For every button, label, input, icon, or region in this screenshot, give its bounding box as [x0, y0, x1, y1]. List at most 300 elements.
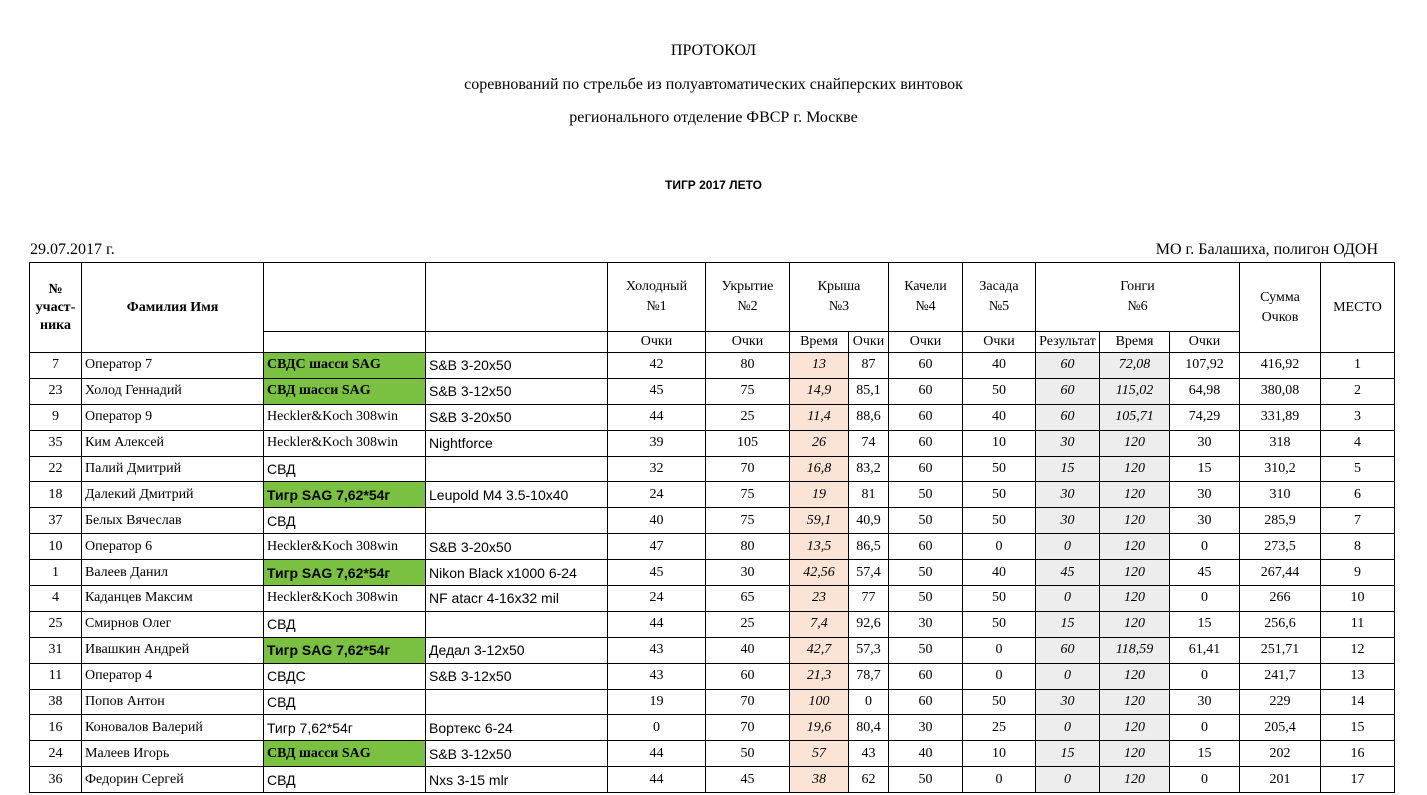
gong-result-cell: 30 [1036, 508, 1100, 534]
sub-header-ambush-points: Очки [963, 332, 1036, 353]
cover-points-cell: 30 [706, 560, 790, 586]
roof-points-cell: 88,6 [849, 404, 889, 430]
roof-points-cell: 40,9 [849, 508, 889, 534]
sub-header-gong-result: Результат [1036, 332, 1100, 353]
roof-time-cell: 13,5 [790, 534, 849, 560]
final-place-cell: 12 [1321, 637, 1395, 663]
competition-date: 29.07.2017 г. [30, 241, 115, 258]
cover-points-cell: 75 [706, 378, 790, 404]
final-place-cell: 16 [1321, 741, 1395, 767]
ambush-points-cell: 50 [963, 508, 1036, 534]
total-points-cell: 201 [1240, 767, 1321, 793]
table-row [30, 378, 1395, 404]
col-header-number: № участ-ника [30, 263, 82, 353]
swing-points-cell: 50 [889, 508, 963, 534]
cold-points-cell: 45 [608, 378, 706, 404]
ambush-points-cell: 40 [963, 404, 1036, 430]
scope-cell: S&B 3-12x50 [426, 741, 608, 767]
participant-number-cell: 7 [30, 353, 82, 379]
total-points-cell: 229 [1240, 689, 1321, 715]
total-points-cell: 202 [1240, 741, 1321, 767]
document-title: ПРОТОКОЛ [670, 42, 757, 59]
rifle-cell: Тигр SAG 7,62*54г [264, 482, 426, 508]
swing-points-cell: 50 [889, 637, 963, 663]
swing-points-cell: 60 [889, 534, 963, 560]
scope-cell: Вортекс 6-24 [426, 715, 608, 741]
scope-cell: NF atacr 4-16x32 mil [426, 586, 608, 612]
rifle-cell: СВД [264, 689, 426, 715]
participant-number-cell: 37 [30, 508, 82, 534]
gong-result-cell: 60 [1036, 637, 1100, 663]
roof-points-cell: 74 [849, 430, 889, 456]
roof-points-cell: 80,4 [849, 715, 889, 741]
final-place-cell: 14 [1321, 689, 1395, 715]
participant-number-cell: 18 [30, 482, 82, 508]
competition-place: МО г. Балашиха, полигон ОДОН [1155, 241, 1378, 258]
table-row [30, 404, 1395, 430]
rifle-cell: Heckler&Koch 308win [264, 534, 426, 560]
cold-points-cell: 44 [608, 611, 706, 637]
roof-time-cell: 7,4 [790, 611, 849, 637]
cover-points-cell: 50 [706, 741, 790, 767]
document-subtitle: соревнований по стрельбе из полуавтоматических снайперских винтовок [464, 76, 963, 93]
scope-cell: S&B 3-12x50 [426, 663, 608, 689]
table-row [30, 560, 1395, 586]
participant-number-cell: 38 [30, 689, 82, 715]
ambush-points-cell: 0 [963, 767, 1036, 793]
sub-header-cold-points: Очки [608, 332, 706, 353]
total-points-cell: 380,08 [1240, 378, 1321, 404]
col-header-sum: Сумма Очков [1240, 263, 1321, 353]
gong-result-cell: 0 [1036, 715, 1100, 741]
ambush-points-cell: 0 [963, 637, 1036, 663]
cover-points-cell: 65 [706, 586, 790, 612]
participant-name-cell: Оператор 4 [82, 663, 264, 689]
ambush-points-cell: 25 [963, 715, 1036, 741]
sub-header-gong-time: Время [1100, 332, 1170, 353]
roof-points-cell: 86,5 [849, 534, 889, 560]
ambush-points-cell: 50 [963, 378, 1036, 404]
participant-name-cell: Ивашкин Андрей [82, 637, 264, 663]
participant-name-cell: Холод Геннадий [82, 378, 264, 404]
results-table [29, 262, 1395, 793]
ambush-points-cell: 50 [963, 611, 1036, 637]
cold-points-cell: 24 [608, 482, 706, 508]
roof-time-cell: 19,6 [790, 715, 849, 741]
cold-points-cell: 32 [608, 456, 706, 482]
participant-name-cell: Ким Алексей [82, 430, 264, 456]
participant-number-cell: 23 [30, 378, 82, 404]
gong-points-cell: 74,29 [1170, 404, 1240, 430]
swing-points-cell: 50 [889, 586, 963, 612]
sub-header-gong-points: Очки [1170, 332, 1240, 353]
gong-result-cell: 30 [1036, 430, 1100, 456]
roof-points-cell: 0 [849, 689, 889, 715]
final-place-cell: 5 [1321, 456, 1395, 482]
cover-points-cell: 75 [706, 482, 790, 508]
gong-result-cell: 30 [1036, 689, 1100, 715]
gong-points-cell: 0 [1170, 715, 1240, 741]
table-row [30, 586, 1395, 612]
roof-time-cell: 26 [790, 430, 849, 456]
total-points-cell: 310 [1240, 482, 1321, 508]
gong-points-cell: 64,98 [1170, 378, 1240, 404]
cold-points-cell: 40 [608, 508, 706, 534]
swing-points-cell: 30 [889, 715, 963, 741]
total-points-cell: 285,9 [1240, 508, 1321, 534]
swing-points-cell: 60 [889, 404, 963, 430]
rifle-cell: СВД [264, 456, 426, 482]
participant-name-cell: Палий Дмитрий [82, 456, 264, 482]
table-row [30, 767, 1395, 793]
ambush-points-cell: 40 [963, 353, 1036, 379]
scope-cell: Nxs 3-15 mlr [426, 767, 608, 793]
roof-points-cell: 92,6 [849, 611, 889, 637]
participant-name-cell: Малеев Игорь [82, 741, 264, 767]
gong-result-cell: 0 [1036, 663, 1100, 689]
final-place-cell: 11 [1321, 611, 1395, 637]
table-row [30, 353, 1395, 379]
roof-points-cell: 81 [849, 482, 889, 508]
table-row [30, 430, 1395, 456]
table-row [30, 611, 1395, 637]
cover-points-cell: 40 [706, 637, 790, 663]
gong-result-cell: 15 [1036, 456, 1100, 482]
participant-name-cell: Федорин Сергей [82, 767, 264, 793]
cover-points-cell: 70 [706, 689, 790, 715]
scope-cell: Дедал 3-12x50 [426, 637, 608, 663]
roof-time-cell: 42,56 [790, 560, 849, 586]
scope-cell: Nikon Black x1000 6-24 [426, 560, 608, 586]
total-points-cell: 318 [1240, 430, 1321, 456]
gong-points-cell: 30 [1170, 430, 1240, 456]
gong-time-cell: 105,71 [1100, 404, 1170, 430]
cold-points-cell: 44 [608, 404, 706, 430]
roof-points-cell: 78,7 [849, 663, 889, 689]
table-row [30, 534, 1395, 560]
roof-points-cell: 57,3 [849, 637, 889, 663]
participant-number-cell: 22 [30, 456, 82, 482]
participant-number-cell: 10 [30, 534, 82, 560]
col-header-roof: Крыша №3 [790, 263, 889, 332]
col-header-swing: Качели №4 [889, 263, 963, 332]
final-place-cell: 9 [1321, 560, 1395, 586]
roof-points-cell: 57,4 [849, 560, 889, 586]
cold-points-cell: 44 [608, 741, 706, 767]
participant-number-cell: 4 [30, 586, 82, 612]
participant-number-cell: 11 [30, 663, 82, 689]
ambush-points-cell: 40 [963, 560, 1036, 586]
cold-points-cell: 44 [608, 767, 706, 793]
col-header-name: Фамилия Имя [82, 263, 264, 353]
participant-number-cell: 9 [30, 404, 82, 430]
gong-time-cell: 120 [1100, 482, 1170, 508]
rifle-cell: Heckler&Koch 308win [264, 430, 426, 456]
scope-cell [426, 508, 608, 534]
cold-points-cell: 39 [608, 430, 706, 456]
gong-points-cell: 15 [1170, 611, 1240, 637]
cover-points-cell: 105 [706, 430, 790, 456]
cold-points-cell: 43 [608, 637, 706, 663]
roof-time-cell: 16,8 [790, 456, 849, 482]
col-header-rifle [264, 263, 426, 332]
participant-number-cell: 1 [30, 560, 82, 586]
cover-points-cell: 25 [706, 611, 790, 637]
scope-cell: S&B 3-20x50 [426, 534, 608, 560]
scope-cell: S&B 3-20x50 [426, 353, 608, 379]
gong-result-cell: 0 [1036, 586, 1100, 612]
gong-points-cell: 0 [1170, 663, 1240, 689]
cover-points-cell: 70 [706, 456, 790, 482]
gong-points-cell: 0 [1170, 767, 1240, 793]
rifle-cell: СВД шасси SAG [264, 378, 426, 404]
scope-cell: S&B 3-20x50 [426, 404, 608, 430]
participant-number-cell: 35 [30, 430, 82, 456]
table-row [30, 689, 1395, 715]
final-place-cell: 13 [1321, 663, 1395, 689]
swing-points-cell: 60 [889, 378, 963, 404]
participant-name-cell: Оператор 6 [82, 534, 264, 560]
gong-time-cell: 118,59 [1100, 637, 1170, 663]
participant-number-cell: 24 [30, 741, 82, 767]
gong-time-cell: 120 [1100, 663, 1170, 689]
final-place-cell: 8 [1321, 534, 1395, 560]
rifle-cell: СВД [264, 508, 426, 534]
total-points-cell: 241,7 [1240, 663, 1321, 689]
sub-header-blank [264, 332, 426, 353]
gong-points-cell: 0 [1170, 534, 1240, 560]
table-row [30, 663, 1395, 689]
swing-points-cell: 60 [889, 689, 963, 715]
gong-points-cell: 107,92 [1170, 353, 1240, 379]
cover-points-cell: 45 [706, 767, 790, 793]
participant-name-cell: Каданцев Максим [82, 586, 264, 612]
rifle-cell: СВД шасси SAG [264, 741, 426, 767]
gong-time-cell: 120 [1100, 715, 1170, 741]
participant-name-cell: Далекий Дмитрий [82, 482, 264, 508]
gong-time-cell: 120 [1100, 741, 1170, 767]
total-points-cell: 205,4 [1240, 715, 1321, 741]
rifle-cell: Тигр SAG 7,62*54г [264, 560, 426, 586]
final-place-cell: 2 [1321, 378, 1395, 404]
table-row [30, 637, 1395, 663]
sub-header-swing-points: Очки [889, 332, 963, 353]
ambush-points-cell: 50 [963, 456, 1036, 482]
scope-cell: Leupold M4 3.5-10x40 [426, 482, 608, 508]
participant-name-cell: Оператор 7 [82, 353, 264, 379]
participant-number-cell: 16 [30, 715, 82, 741]
participant-number-cell: 31 [30, 637, 82, 663]
gong-time-cell: 120 [1100, 689, 1170, 715]
rifle-cell: СВД [264, 611, 426, 637]
table-row [30, 482, 1395, 508]
cold-points-cell: 19 [608, 689, 706, 715]
gong-time-cell: 120 [1100, 534, 1170, 560]
gong-points-cell: 30 [1170, 689, 1240, 715]
final-place-cell: 6 [1321, 482, 1395, 508]
swing-points-cell: 60 [889, 456, 963, 482]
cold-points-cell: 24 [608, 586, 706, 612]
final-place-cell: 7 [1321, 508, 1395, 534]
cold-points-cell: 0 [608, 715, 706, 741]
gong-points-cell: 30 [1170, 482, 1240, 508]
gong-time-cell: 72,08 [1100, 353, 1170, 379]
scope-cell [426, 611, 608, 637]
roof-time-cell: 42,7 [790, 637, 849, 663]
ambush-points-cell: 10 [963, 430, 1036, 456]
total-points-cell: 266 [1240, 586, 1321, 612]
swing-points-cell: 50 [889, 767, 963, 793]
ambush-points-cell: 50 [963, 482, 1036, 508]
ambush-points-cell: 10 [963, 741, 1036, 767]
table-row [30, 715, 1395, 741]
total-points-cell: 310,2 [1240, 456, 1321, 482]
gong-points-cell: 45 [1170, 560, 1240, 586]
swing-points-cell: 50 [889, 482, 963, 508]
participant-name-cell: Валеев Данил [82, 560, 264, 586]
organization-line: регионального отделение ФВСР г. Москве [569, 109, 858, 126]
gong-time-cell: 120 [1100, 560, 1170, 586]
gong-points-cell: 15 [1170, 456, 1240, 482]
roof-points-cell: 43 [849, 741, 889, 767]
cover-points-cell: 75 [706, 508, 790, 534]
scope-cell: Nightforce [426, 430, 608, 456]
ambush-points-cell: 50 [963, 689, 1036, 715]
roof-time-cell: 19 [790, 482, 849, 508]
sub-header-roof-time: Время [790, 332, 849, 353]
roof-time-cell: 11,4 [790, 404, 849, 430]
final-place-cell: 3 [1321, 404, 1395, 430]
sub-header-roof-points: Очки [849, 332, 889, 353]
roof-time-cell: 57 [790, 741, 849, 767]
table-row [30, 456, 1395, 482]
cover-points-cell: 60 [706, 663, 790, 689]
gong-result-cell: 45 [1036, 560, 1100, 586]
col-header-ambush: Засада №5 [963, 263, 1036, 332]
rifle-cell: Тигр 7,62*54г [264, 715, 426, 741]
roof-points-cell: 62 [849, 767, 889, 793]
gong-time-cell: 120 [1100, 767, 1170, 793]
roof-time-cell: 21,3 [790, 663, 849, 689]
ambush-points-cell: 0 [963, 534, 1036, 560]
scope-cell [426, 689, 608, 715]
sub-header-cover-points: Очки [706, 332, 790, 353]
roof-points-cell: 77 [849, 586, 889, 612]
gong-result-cell: 0 [1036, 534, 1100, 560]
total-points-cell: 251,71 [1240, 637, 1321, 663]
cold-points-cell: 42 [608, 353, 706, 379]
col-header-gongs: Гонги №6 [1036, 263, 1240, 332]
total-points-cell: 416,92 [1240, 353, 1321, 379]
ambush-points-cell: 0 [963, 663, 1036, 689]
col-header-cover: Укрытие №2 [706, 263, 790, 332]
roof-points-cell: 85,1 [849, 378, 889, 404]
scope-cell: S&B 3-12x50 [426, 378, 608, 404]
participant-number-cell: 25 [30, 611, 82, 637]
roof-time-cell: 23 [790, 586, 849, 612]
gong-result-cell: 15 [1036, 611, 1100, 637]
total-points-cell: 267,44 [1240, 560, 1321, 586]
scope-cell [426, 456, 608, 482]
cold-points-cell: 45 [608, 560, 706, 586]
roof-points-cell: 87 [849, 353, 889, 379]
participant-number-cell: 36 [30, 767, 82, 793]
cover-points-cell: 70 [706, 715, 790, 741]
gong-time-cell: 115,02 [1100, 378, 1170, 404]
participant-name-cell: Смирнов Олег [82, 611, 264, 637]
gong-time-cell: 120 [1100, 586, 1170, 612]
final-place-cell: 10 [1321, 586, 1395, 612]
rifle-cell: Heckler&Koch 308win [264, 404, 426, 430]
roof-time-cell: 13 [790, 353, 849, 379]
participant-name-cell: Попов Антон [82, 689, 264, 715]
gong-result-cell: 30 [1036, 482, 1100, 508]
roof-time-cell: 100 [790, 689, 849, 715]
col-header-place: МЕСТО [1321, 263, 1395, 353]
gong-points-cell: 15 [1170, 741, 1240, 767]
ambush-points-cell: 50 [963, 586, 1036, 612]
gong-time-cell: 120 [1100, 611, 1170, 637]
final-place-cell: 4 [1321, 430, 1395, 456]
rifle-cell: Heckler&Koch 308win [264, 586, 426, 612]
gong-result-cell: 60 [1036, 404, 1100, 430]
participant-name-cell: Коновалов Валерий [82, 715, 264, 741]
gong-points-cell: 0 [1170, 586, 1240, 612]
gong-result-cell: 15 [1036, 741, 1100, 767]
roof-points-cell: 83,2 [849, 456, 889, 482]
gong-points-cell: 61,41 [1170, 637, 1240, 663]
gong-points-cell: 30 [1170, 508, 1240, 534]
cover-points-cell: 80 [706, 353, 790, 379]
sub-header-blank [426, 332, 608, 353]
swing-points-cell: 40 [889, 741, 963, 767]
final-place-cell: 17 [1321, 767, 1395, 793]
rifle-cell: СВДС [264, 663, 426, 689]
roof-time-cell: 38 [790, 767, 849, 793]
event-name: ТИГР 2017 ЛЕТО [665, 178, 762, 192]
participant-name-cell: Оператор 9 [82, 404, 264, 430]
participant-name-cell: Белых Вячеслав [82, 508, 264, 534]
rifle-cell: Тигр SAG 7,62*54г [264, 637, 426, 663]
total-points-cell: 331,89 [1240, 404, 1321, 430]
gong-result-cell: 60 [1036, 378, 1100, 404]
table-row [30, 741, 1395, 767]
final-place-cell: 15 [1321, 715, 1395, 741]
final-place-cell: 1 [1321, 353, 1395, 379]
swing-points-cell: 60 [889, 353, 963, 379]
roof-time-cell: 59,1 [790, 508, 849, 534]
rifle-cell: СВДС шасси SAG [264, 353, 426, 379]
col-header-cold: Холодный №1 [608, 263, 706, 332]
total-points-cell: 273,5 [1240, 534, 1321, 560]
swing-points-cell: 50 [889, 560, 963, 586]
gong-time-cell: 120 [1100, 508, 1170, 534]
table-row [30, 508, 1395, 534]
gong-result-cell: 0 [1036, 767, 1100, 793]
roof-time-cell: 14,9 [790, 378, 849, 404]
cover-points-cell: 80 [706, 534, 790, 560]
cold-points-cell: 43 [608, 663, 706, 689]
col-header-scope [426, 263, 608, 332]
gong-time-cell: 120 [1100, 430, 1170, 456]
swing-points-cell: 60 [889, 663, 963, 689]
rifle-cell: СВД [264, 767, 426, 793]
swing-points-cell: 30 [889, 611, 963, 637]
total-points-cell: 256,6 [1240, 611, 1321, 637]
cover-points-cell: 25 [706, 404, 790, 430]
gong-result-cell: 60 [1036, 353, 1100, 379]
gong-time-cell: 120 [1100, 456, 1170, 482]
